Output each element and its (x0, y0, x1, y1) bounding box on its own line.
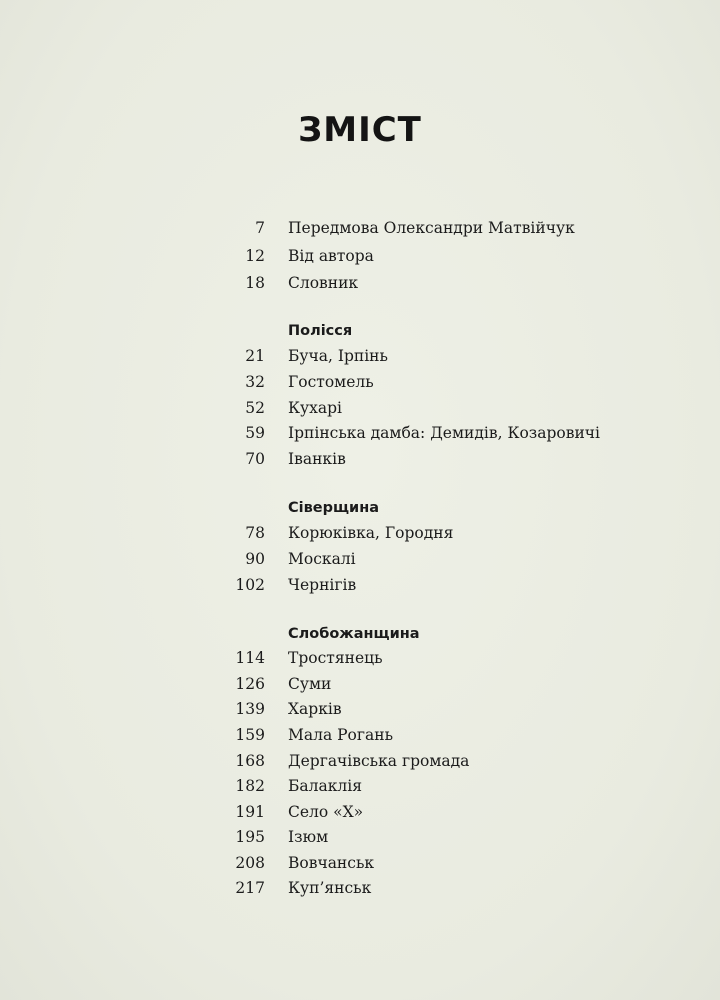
toc-entry-title: Харків (288, 700, 342, 718)
toc-entry (0, 850, 720, 876)
toc-page-number: 217 (235, 879, 265, 897)
toc-entry-title: Від автора (288, 247, 374, 265)
toc-entry (0, 696, 720, 722)
toc-entry-title: Куп’янськ (288, 879, 372, 897)
toc-entry (0, 520, 720, 546)
toc-entry-title: Корюківка, Городня (288, 524, 454, 542)
toc-entry-title: Передмова Олександри Матвійчук (288, 219, 575, 237)
toc-page-number: 18 (245, 274, 265, 292)
toc-entry-title: Ірпінська дамба: Демидів, Козаровичі (288, 424, 600, 442)
toc-entry (0, 572, 720, 598)
toc-entry-title: Москалі (288, 550, 356, 568)
toc-page-number: 70 (245, 450, 265, 468)
toc-entry-title: Буча, Ірпінь (288, 347, 388, 365)
toc-page-number: 168 (235, 752, 265, 770)
toc-entry (0, 243, 720, 269)
toc-entry (0, 420, 720, 446)
toc-page-number: 208 (235, 854, 265, 872)
toc-page-number: 102 (235, 576, 265, 594)
toc-entry (0, 395, 720, 421)
toc-page-number: 32 (245, 373, 265, 391)
toc-entry-title: Ізюм (288, 828, 329, 846)
toc-page-number: 139 (235, 700, 265, 718)
toc-entry (0, 343, 720, 369)
toc-entry-title: Балаклія (288, 777, 362, 795)
toc-page-number: 195 (235, 828, 265, 846)
toc-entry-title: Тростянець (288, 649, 383, 667)
toc-page-number: 159 (235, 726, 265, 744)
toc-page-number: 90 (245, 550, 265, 568)
toc-entry-title: Суми (288, 675, 332, 693)
toc-page-number: 21 (245, 347, 265, 365)
toc-entry (0, 799, 720, 825)
toc-entry (0, 748, 720, 774)
toc-page-number: 59 (245, 424, 265, 442)
toc-page-number: 191 (235, 803, 265, 821)
toc-entry-title: Дергачівська громада (288, 752, 470, 770)
toc-page-number: 7 (255, 219, 265, 237)
section-heading: Слобожанщина (288, 626, 420, 642)
toc-page-number: 182 (235, 777, 265, 795)
toc-entry-title: Чернігів (288, 576, 357, 594)
toc-page-number: 78 (245, 524, 265, 542)
toc-entry (0, 824, 720, 850)
section-heading: Полісся (288, 323, 353, 339)
toc-entry (0, 546, 720, 572)
toc-entry-title: Іванків (288, 450, 346, 468)
toc-entry (0, 722, 720, 748)
toc-page-number: 52 (245, 399, 265, 417)
toc-page-number: 114 (235, 649, 265, 667)
toc-entry-title: Кухарі (288, 399, 342, 417)
section-heading: Сіверщина (288, 500, 379, 516)
toc-entry (0, 446, 720, 472)
toc-entry (0, 875, 720, 901)
toc-entry (0, 270, 720, 296)
toc-entry-title: Мала Рогань (288, 726, 394, 744)
toc-entry-title: Словник (288, 274, 359, 292)
toc-entry (0, 671, 720, 697)
page-title: ЗМІСТ (298, 110, 422, 150)
toc-entry-title: Гостомель (288, 373, 374, 391)
toc-entry-title: Вовчанськ (288, 854, 375, 872)
toc-entry (0, 773, 720, 799)
toc-entry (0, 215, 720, 241)
toc-entry-title: Село «Х» (288, 803, 364, 821)
toc-page-number: 126 (235, 675, 265, 693)
toc-entry (0, 645, 720, 671)
toc-entry (0, 369, 720, 395)
toc-page-number: 12 (245, 247, 265, 265)
